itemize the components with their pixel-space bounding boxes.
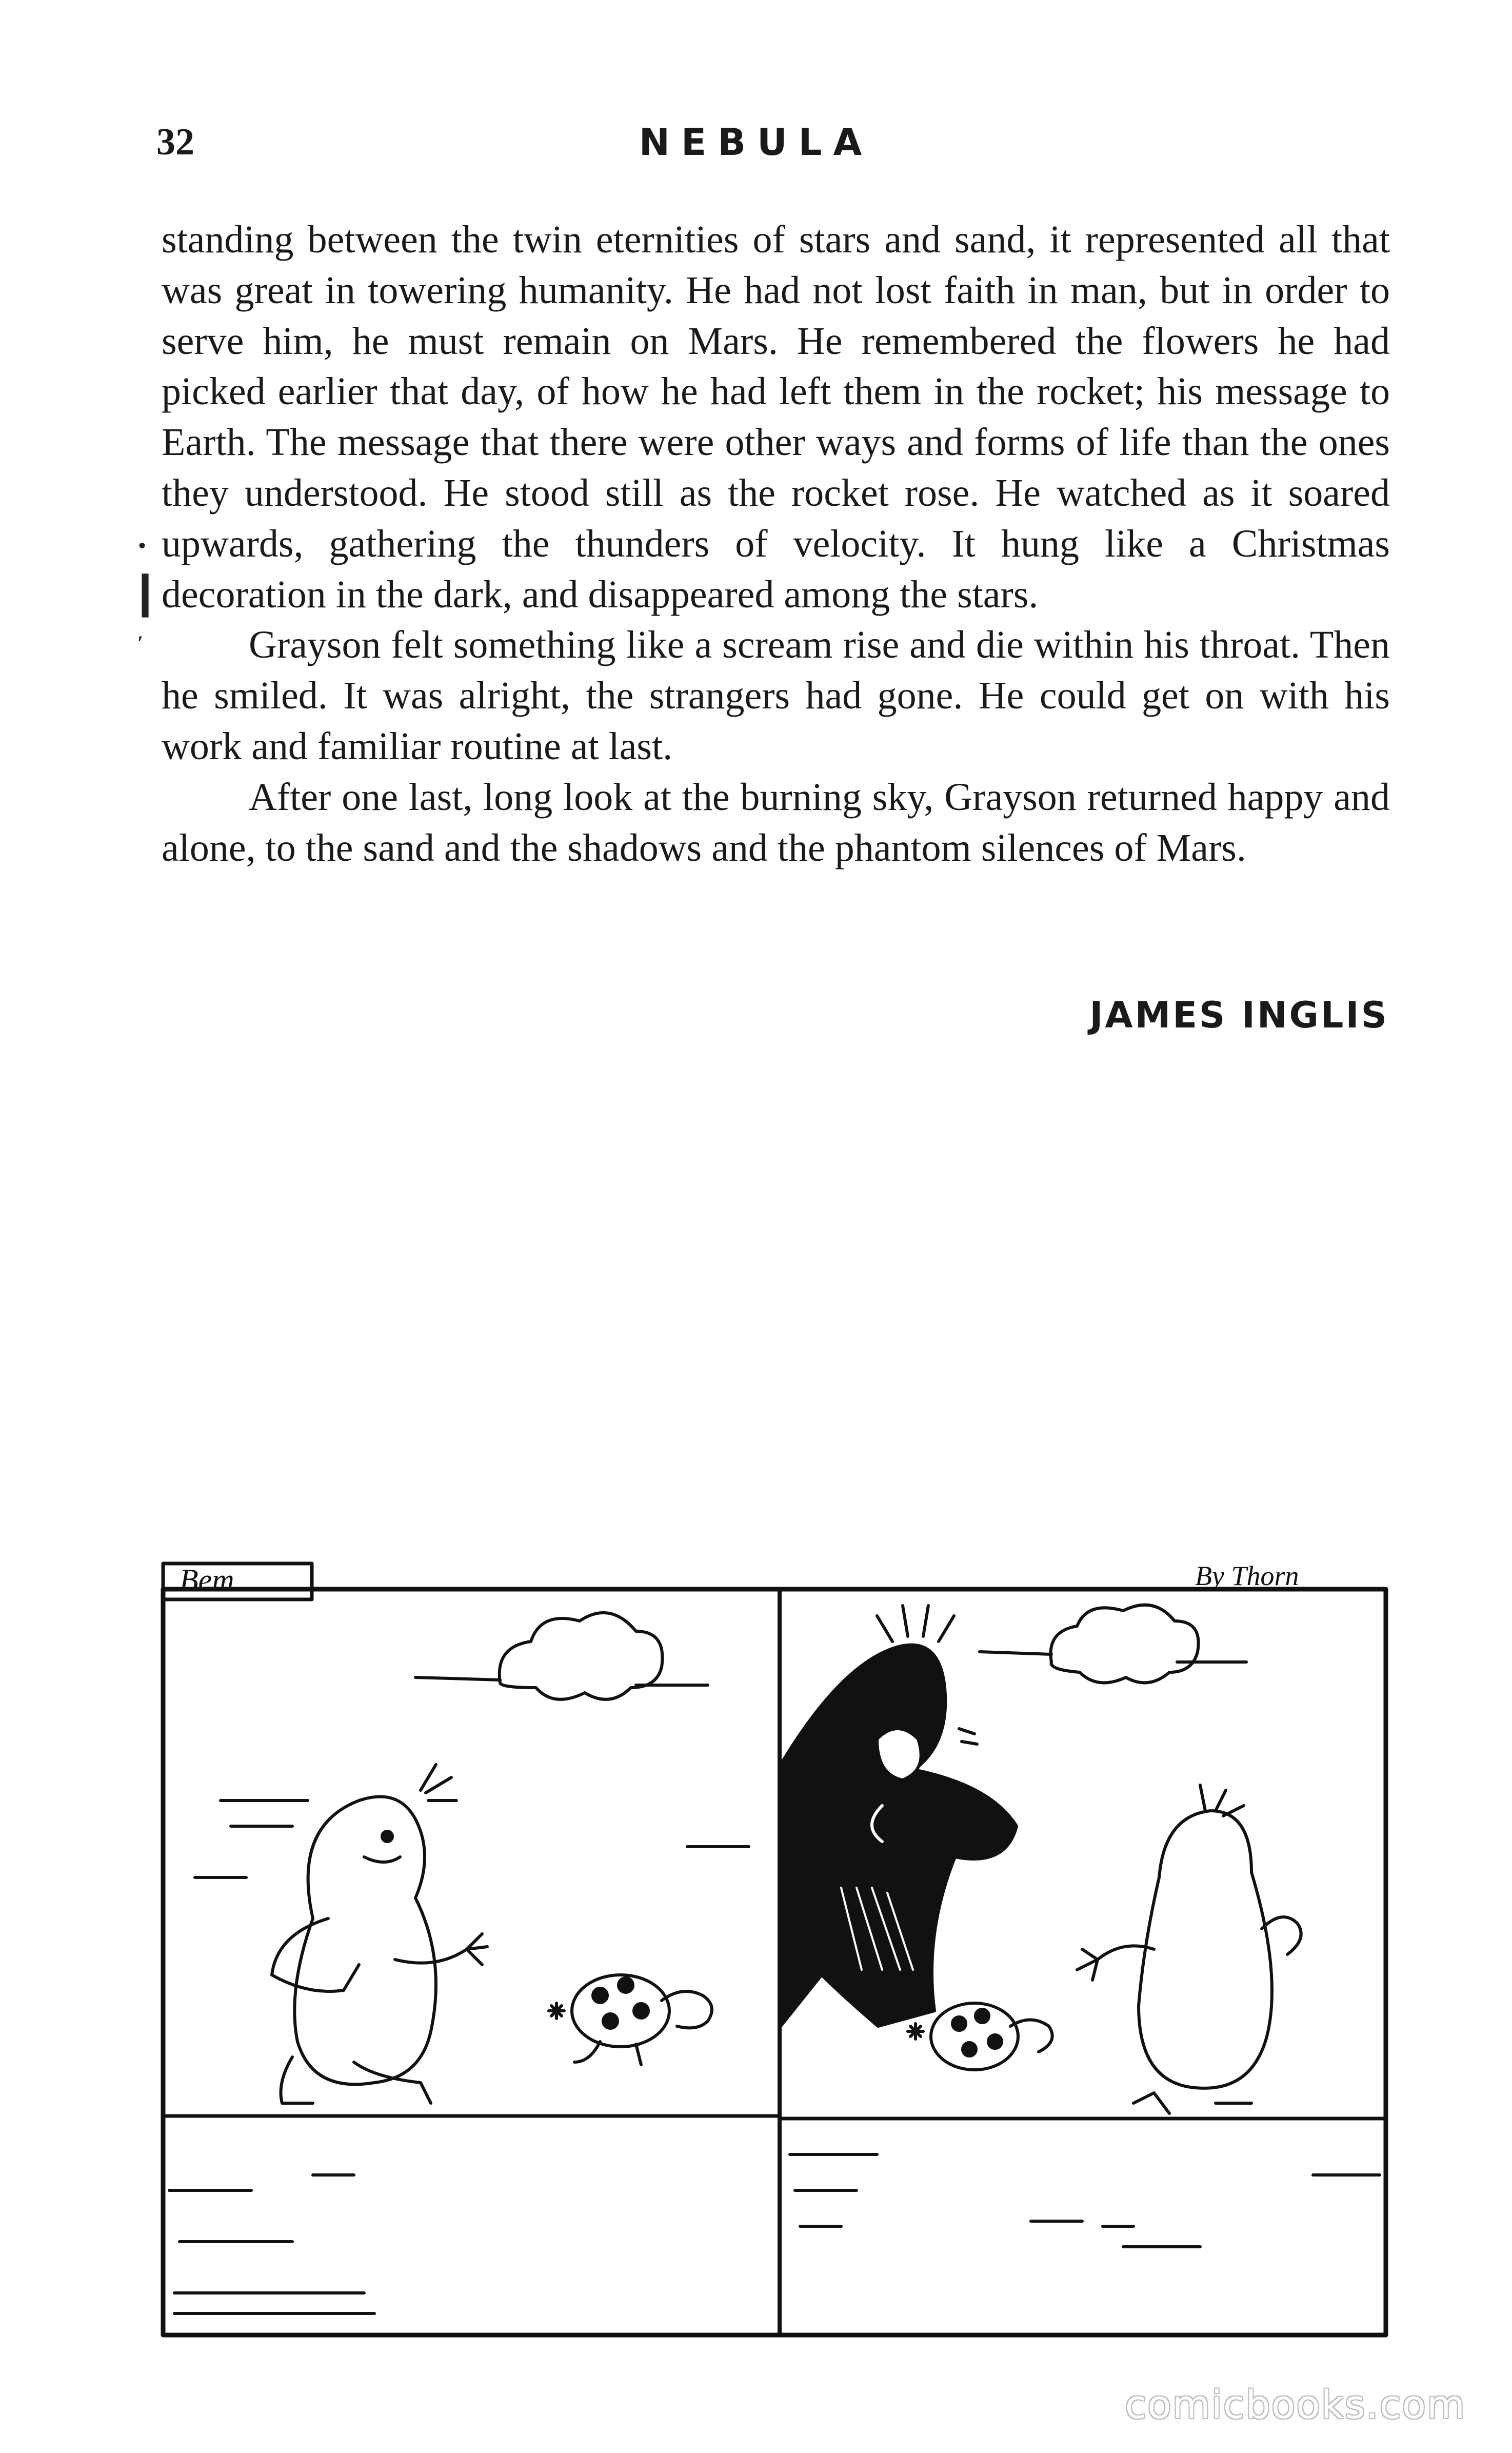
running-title: NEBULA	[639, 121, 873, 164]
dark-figure	[781, 1645, 1017, 2026]
watermark: comicbooks.com	[1125, 2382, 1466, 2427]
paragraph-2: Grayson felt something like a scream rise and die within his throat. Then he smiled. It was alright, the strangers had gone. He could get on with his work and familiar routine at last.	[162, 623, 1390, 768]
margin-mark-tick: ′	[137, 631, 144, 655]
alien-body-right	[1139, 1811, 1272, 2088]
alien-body-left	[294, 1797, 436, 2085]
paragraph-1: standing between the twin eternities of stars and sand, it represented all that was great in towering humanity. He had not lost faith in man, but in order to serve him, he must remain on Mars. He remembered the flowers he had picked earlier that day, of how he had left them in the rocket; his message to Earth. The message that there were other ways and forms of life than the ones they understood. He stood still as the rocket rose. He watched as it soared upwards, gathering the thunders of velocity. It hung like a Christmas decoration in the dark, and disappeared among the stars.	[162, 218, 1390, 616]
margin-mark-dot: •	[138, 534, 146, 557]
margin-mark-bar: ┃	[134, 577, 156, 616]
comic-signature: By Thorn	[1195, 1560, 1299, 1591]
comic-illustration	[159, 1559, 1390, 2339]
comic-frame	[163, 1589, 1386, 2335]
alien-arm-left	[395, 1934, 487, 1965]
comic-title-text: Bem	[180, 1563, 234, 1597]
story-text	[162, 214, 1390, 873]
page-number: 32	[156, 121, 194, 163]
cloud-right	[1051, 1605, 1199, 1683]
comic-strip	[159, 1559, 1390, 2339]
author-byline: JAMES INGLIS	[1089, 994, 1389, 1036]
paragraph-3: After one last, long look at the burning sky, Grayson returned happy and alone, to the sand and the shadows and the phantom silences of Mars.	[162, 775, 1390, 869]
